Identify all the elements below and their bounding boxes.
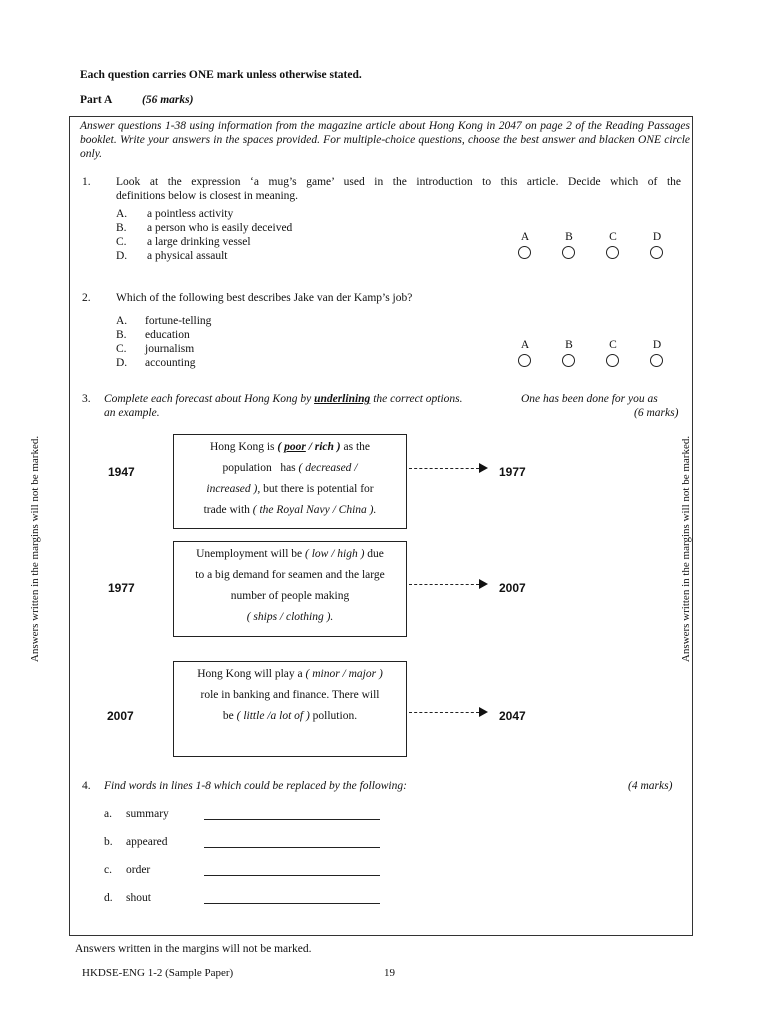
left-margin-note: Answers written in the margins will not be marked.: [29, 435, 42, 663]
forecast1-line3: increased ), but there is potential for: [206, 483, 374, 495]
forecast3-option-role[interactable]: ( minor / major ): [305, 668, 383, 680]
q1-text-line1: Look at the expression ‘a mug’s game’ used in the introduction to this article. Decide which of the: [116, 176, 681, 188]
forecast3-line1: Hong Kong will play a ( minor / major ): [197, 668, 383, 680]
q4-item-a-word: summary: [126, 808, 169, 820]
q2-option-b-letter: B.: [116, 329, 127, 341]
forecast1-option-population[interactable]: ( decreased /: [298, 462, 358, 474]
forecast3-year-from: 2007: [107, 709, 134, 723]
q1-answer-circle-a[interactable]: [518, 246, 531, 259]
q1-answer-circle-d[interactable]: [650, 246, 663, 259]
forecast1-year-to: 1977: [499, 465, 526, 479]
q4-item-b-letter: b.: [104, 836, 113, 848]
q2-bubble-label-a: A: [520, 339, 530, 351]
q1-option-b-letter: B.: [116, 222, 127, 234]
footer-paper-id: HKDSE-ENG 1-2 (Sample Paper): [82, 967, 234, 979]
forecast1-line2: population has ( decreased /: [222, 462, 358, 474]
q2-option-a-text: fortune-telling: [145, 315, 212, 327]
forecast3-arrow-line: [409, 712, 479, 713]
q3-text-c: One has been done for you as: [521, 393, 658, 405]
q1-option-c-letter: C.: [116, 236, 127, 248]
q1-number: 1.: [82, 176, 91, 188]
forecast3-arrow-head-icon: [479, 707, 488, 717]
q4-item-c-letter: c.: [104, 864, 112, 876]
forecast2-line1: Unemployment will be ( low / high ) due: [196, 548, 384, 560]
q1-answer-circle-b[interactable]: [562, 246, 575, 259]
q3-marks: (6 marks): [634, 407, 679, 419]
q1-text-line2: definitions below is closest in meaning.: [116, 190, 299, 202]
q3-number: 3.: [82, 393, 91, 405]
footer-margin-note: Answers written in the margins will not be marked.: [75, 943, 312, 955]
q2-option-c-letter: C.: [116, 343, 127, 355]
forecast1-box: [173, 434, 407, 529]
forecast3-box: [173, 661, 407, 757]
forecast1-line4: trade with ( the Royal Navy / China ).: [203, 504, 377, 516]
forecast2-option-unemployment[interactable]: ( low / high ): [305, 548, 365, 560]
q4-answer-line-b[interactable]: [204, 847, 380, 848]
q4-item-b-word: appeared: [126, 836, 168, 848]
q3-text-underlining: underlining: [314, 393, 371, 405]
forecast1-option-trade[interactable]: ( the Royal Navy / China ).: [252, 504, 377, 516]
q1-bubble-label-a: A: [520, 231, 530, 243]
forecast3-line3: be ( little /a lot of ) pollution.: [222, 710, 358, 722]
forecast3-line2: role in banking and finance. There will: [200, 689, 380, 701]
forecast2-year-to: 2007: [499, 581, 526, 595]
forecast3-option-pollution[interactable]: ( little /a lot of ): [236, 710, 310, 722]
part-title: Part A: [80, 94, 113, 106]
q2-answer-circle-d[interactable]: [650, 354, 663, 367]
q3-text-b: the correct options.: [373, 393, 463, 405]
forecast2-option-making[interactable]: ( ships / clothing ).: [246, 611, 334, 623]
forecast2-arrow-line: [409, 584, 479, 585]
q1-bubble-label-c: C: [609, 231, 617, 243]
q2-option-a-letter: A.: [116, 315, 128, 327]
page-number: 19: [384, 967, 395, 979]
q4-item-a-letter: a.: [104, 808, 112, 820]
q3-instruction: [104, 393, 463, 405]
forecast2-line3: number of people making: [230, 590, 350, 602]
q1-option-d-text: a physical assault: [147, 250, 228, 262]
forecast2-line4: [174, 607, 406, 628]
q2-bubble-label-b: B: [565, 339, 573, 351]
q2-answer-circle-c[interactable]: [606, 354, 619, 367]
q4-answer-line-d[interactable]: [204, 903, 380, 904]
forecast1-arrow-line: [409, 468, 479, 469]
forecast2-year-from: 1977: [108, 581, 135, 595]
q4-item-d-word: shout: [126, 892, 151, 904]
q4-item-d-letter: d.: [104, 892, 113, 904]
q1-bubble-label-b: B: [565, 231, 573, 243]
q3-text-d: an example.: [104, 407, 160, 419]
q1-option-c-text: a large drinking vessel: [147, 236, 251, 248]
q1-option-a-text: a pointless activity: [147, 208, 234, 220]
forecast1-arrow-head-icon: [479, 463, 488, 473]
q2-bubble-label-d: D: [652, 339, 662, 351]
q2-bubble-label-c: C: [609, 339, 617, 351]
forecast2-box: [173, 541, 407, 637]
q4-answer-line-a[interactable]: [204, 819, 380, 820]
q1-answer-circle-c[interactable]: [606, 246, 619, 259]
forecast3-year-to: 2047: [499, 709, 526, 723]
q2-option-d-text: accounting: [145, 357, 196, 369]
instructions: Answer questions 1-38 using information from the magazine article about Hong Kong in 2047 on page 2 of the Reading Passages booklet. Write your answers in the spaces provided. For multiple-choice questions, choose the best answer and blacken ONE circle only.: [80, 120, 690, 160]
q4-item-c-word: order: [126, 864, 151, 876]
mark-note: Each question carries ONE mark unless otherwise stated.: [80, 69, 362, 81]
forecast1-option-increased[interactable]: increased ),: [206, 483, 261, 495]
right-margin-note: Answers written in the margins will not be marked.: [680, 435, 693, 663]
q4-answer-line-c[interactable]: [204, 875, 380, 876]
forecast2-line2: to a big demand for seamen and the large: [195, 569, 385, 581]
q1-bubble-label-d: D: [652, 231, 662, 243]
q1-option-b-text: a person who is easily deceived: [147, 222, 293, 234]
q2-answer-circle-b[interactable]: [562, 354, 575, 367]
q1-option-a-letter: A.: [116, 208, 128, 220]
q2-text: Which of the following best describes Jake van der Kamp’s job?: [116, 292, 413, 304]
part-marks: (56 marks): [142, 94, 194, 106]
q4-text: Find words in lines 1-8 which could be replaced by the following:: [104, 780, 407, 792]
q1-option-d-letter: D.: [116, 250, 128, 262]
q3-text-a: Complete each forecast about Hong Kong by: [104, 393, 312, 405]
q4-number: 4.: [82, 780, 91, 792]
q4-marks: (4 marks): [628, 780, 673, 792]
forecast1-line1: Hong Kong is ( poor / rich ) as the: [209, 441, 371, 453]
q2-option-b-text: education: [145, 329, 190, 341]
forecast2-arrow-head-icon: [479, 579, 488, 589]
q2-answer-circle-a[interactable]: [518, 354, 531, 367]
forecast1-example-answer[interactable]: poor: [284, 441, 306, 453]
q2-number: 2.: [82, 292, 91, 304]
q2-option-d-letter: D.: [116, 357, 128, 369]
q2-option-c-text: journalism: [145, 343, 195, 355]
forecast1-year-from: 1947: [108, 465, 135, 479]
